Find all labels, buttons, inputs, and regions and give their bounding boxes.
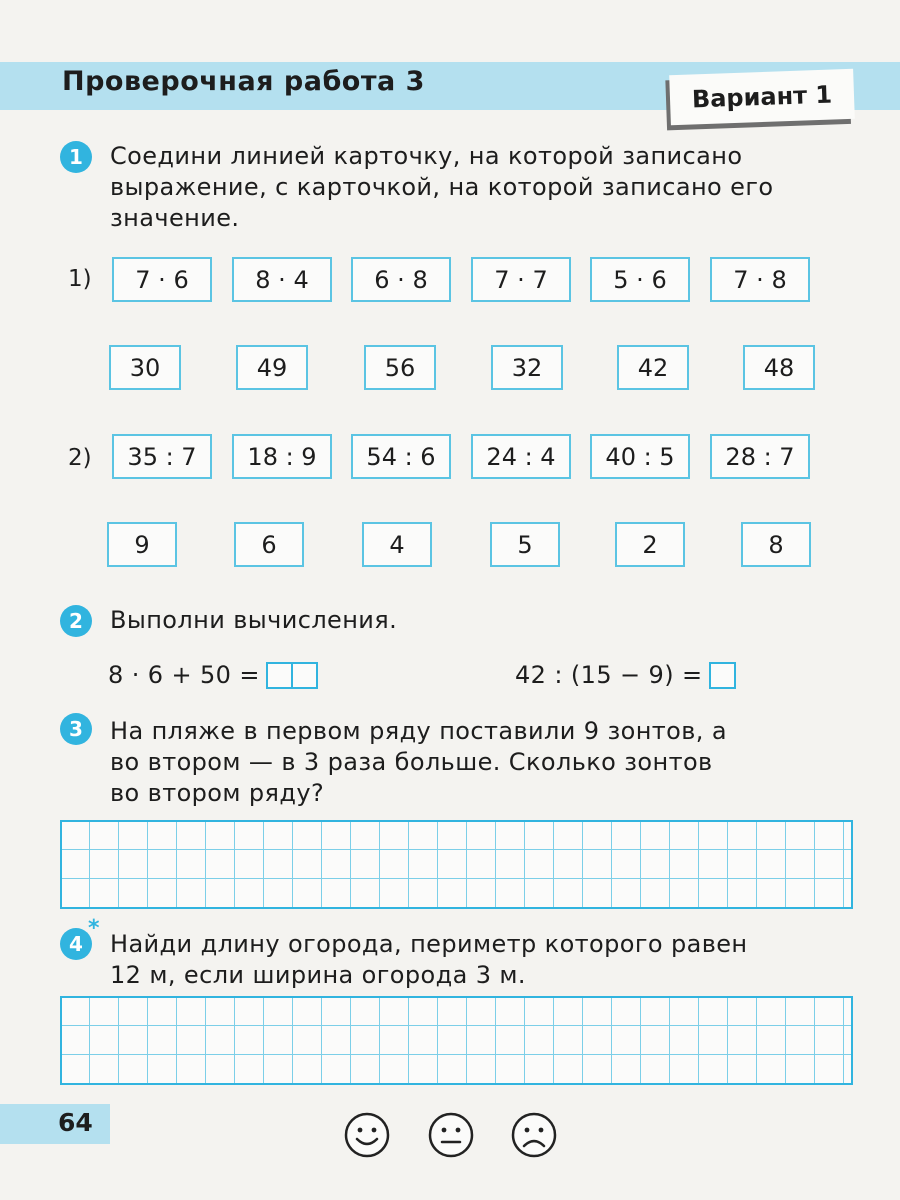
task-4-number: 4 xyxy=(60,928,92,960)
expression-card[interactable]: 35 : 7 xyxy=(112,434,212,479)
task-2-text: Выполни вычисления. xyxy=(110,606,398,634)
smiling-face-icon[interactable] xyxy=(343,1111,391,1159)
task-2-number: 2 xyxy=(60,605,92,637)
task-1-line: выражение, с карточкой, на которой записано его xyxy=(110,173,774,201)
expression-card[interactable]: 5 · 6 xyxy=(590,257,690,302)
answer-cells-1 xyxy=(266,662,318,689)
task-1-number: 1 xyxy=(60,141,92,173)
calc-expression-2 xyxy=(515,660,736,691)
calc-expression-1 xyxy=(108,660,318,691)
row-2-label: 2) xyxy=(68,445,92,471)
page-number-band xyxy=(0,1104,110,1144)
variant-label: Вариант 1 xyxy=(691,80,833,114)
expression-card[interactable]: 7 · 7 xyxy=(471,257,571,302)
expression-card[interactable]: 8 · 4 xyxy=(232,257,332,302)
expression-card[interactable]: 40 : 5 xyxy=(590,434,690,479)
sad-face-icon[interactable] xyxy=(510,1111,558,1159)
star-icon: * xyxy=(88,916,100,941)
task-1-line: Соедини линией карточку, на которой записано xyxy=(110,142,743,170)
task-3-line: во втором — в 3 раза больше. Сколько зонтов xyxy=(110,748,713,776)
expression-card[interactable]: 24 : 4 xyxy=(471,434,571,479)
task-4-line: 12 м, если ширина огорода 3 м. xyxy=(110,961,526,989)
answer-grid-task-3[interactable] xyxy=(60,820,853,909)
task-1-line: значение. xyxy=(110,204,240,232)
answer-grid-task-4[interactable] xyxy=(60,996,853,1085)
value-card[interactable]: 42 xyxy=(617,345,689,390)
value-card[interactable]: 5 xyxy=(490,522,560,567)
answer-cell[interactable] xyxy=(709,662,736,689)
task-4-line: Найди длину огорода, периметр которого равен xyxy=(110,930,748,958)
task-4-text xyxy=(110,929,748,991)
task-1-text xyxy=(110,141,773,234)
value-card[interactable]: 2 xyxy=(615,522,685,567)
answer-cells-2 xyxy=(709,662,736,689)
calc-expression-1-text: 8 · 6 + 50 = xyxy=(108,661,260,689)
page-title: Проверочная работа 3 xyxy=(62,66,425,97)
task-3-line: во втором ряду? xyxy=(110,779,325,807)
expression-card[interactable]: 28 : 7 xyxy=(710,434,810,479)
expression-card[interactable]: 6 · 8 xyxy=(351,257,451,302)
neutral-face-icon[interactable] xyxy=(427,1111,475,1159)
value-card[interactable]: 49 xyxy=(236,345,308,390)
variant-badge xyxy=(669,69,855,125)
calc-expression-2-text: 42 : (15 − 9) = xyxy=(515,661,703,689)
value-card[interactable]: 4 xyxy=(362,522,432,567)
row-1-label: 1) xyxy=(68,266,92,292)
value-card[interactable]: 30 xyxy=(109,345,181,390)
task-3-number: 3 xyxy=(60,713,92,745)
expression-card[interactable]: 54 : 6 xyxy=(351,434,451,479)
value-card[interactable]: 32 xyxy=(491,345,563,390)
value-card[interactable]: 8 xyxy=(741,522,811,567)
answer-cell[interactable] xyxy=(266,662,293,689)
expression-card[interactable]: 7 · 6 xyxy=(112,257,212,302)
value-card[interactable]: 56 xyxy=(364,345,436,390)
task-3-line: На пляже в первом ряду поставили 9 зонтов, а xyxy=(110,717,727,745)
page-number: 64 xyxy=(58,1108,93,1137)
expression-card[interactable]: 7 · 8 xyxy=(710,257,810,302)
answer-cell[interactable] xyxy=(291,662,318,689)
value-card[interactable]: 9 xyxy=(107,522,177,567)
expression-card[interactable]: 18 : 9 xyxy=(232,434,332,479)
value-card[interactable]: 48 xyxy=(743,345,815,390)
task-3-text xyxy=(110,716,727,809)
value-card[interactable]: 6 xyxy=(234,522,304,567)
